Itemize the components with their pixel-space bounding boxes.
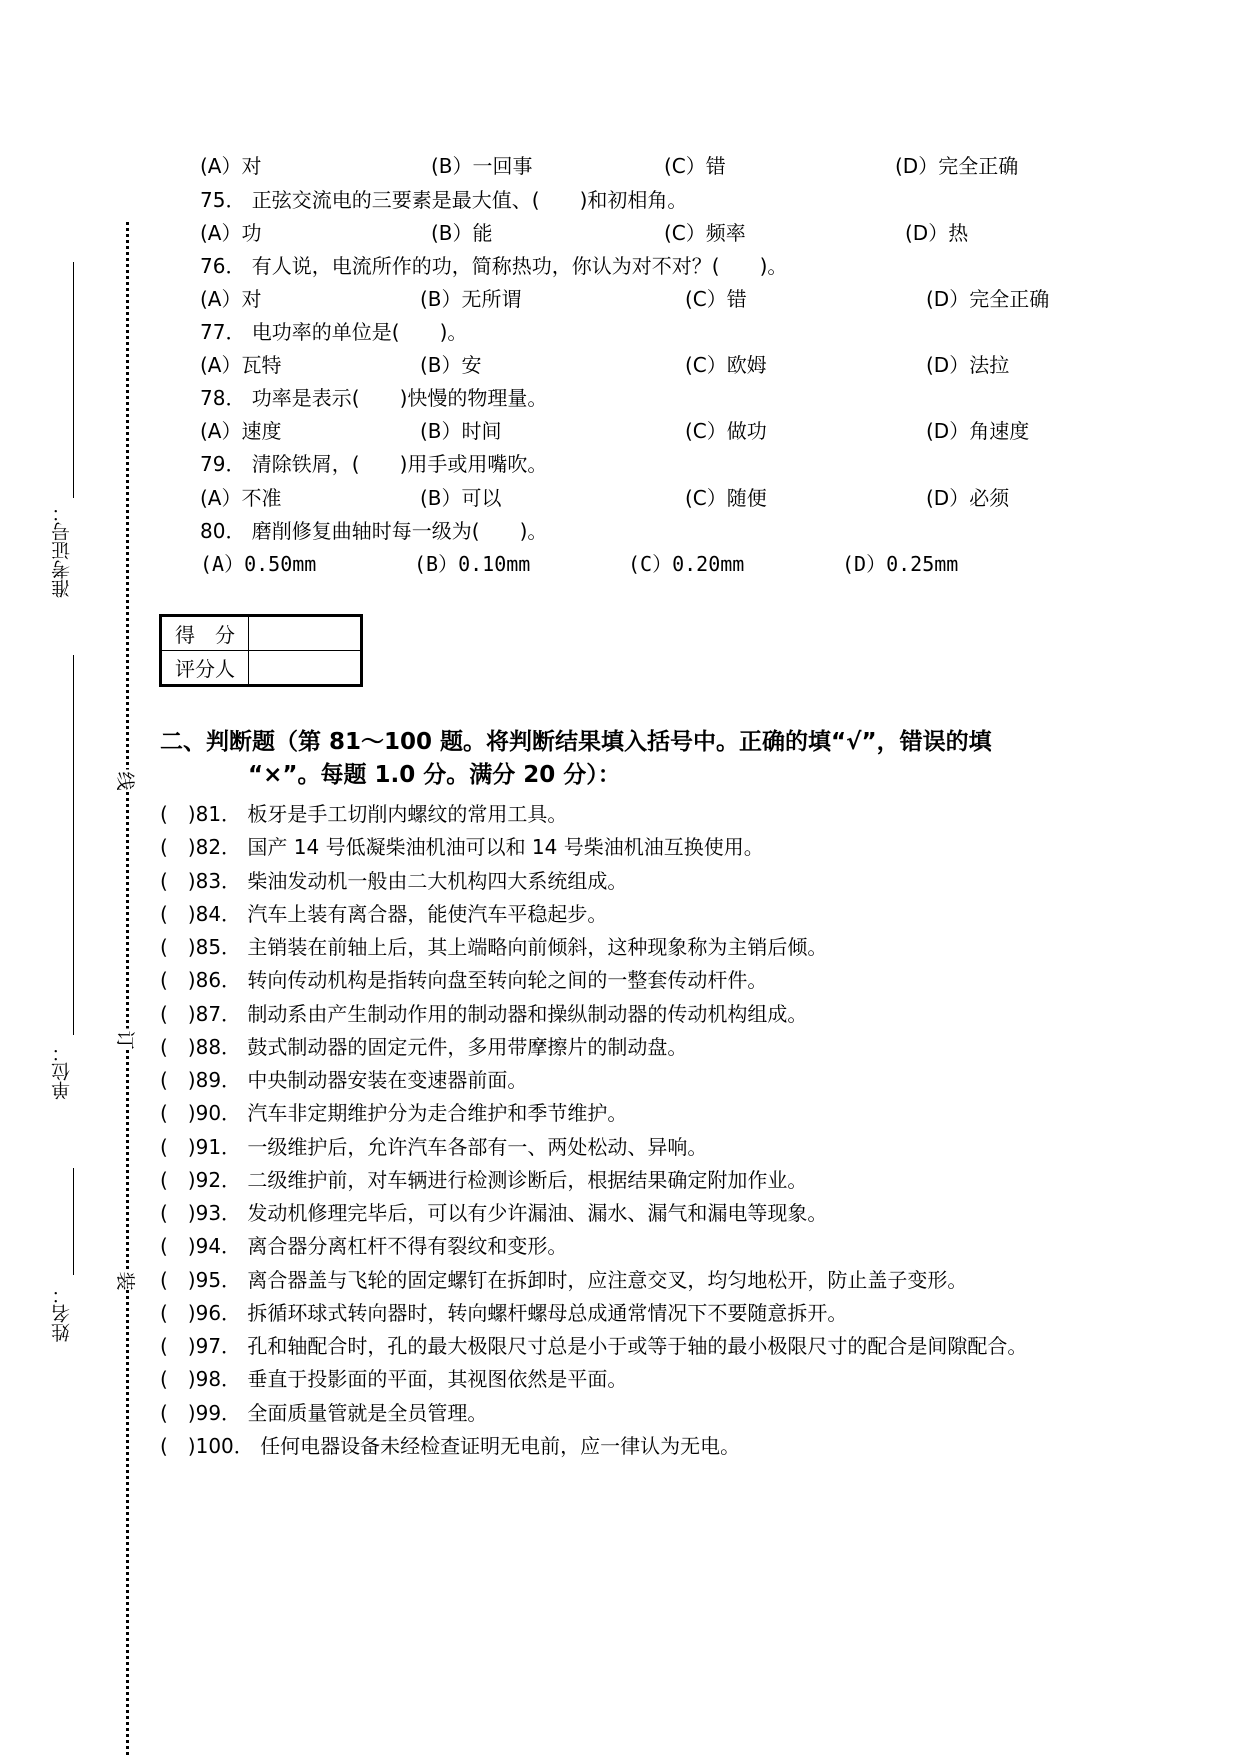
section-heading-line1: 二、判断题（第 81～100 题。将判断结果填入括号中。正确的填“√”，错误的填 (160, 729, 992, 755)
option-d: (D）0.25mm (842, 552, 959, 576)
option-c: (C）错 (664, 154, 726, 178)
option-d: (D）完全正确 (926, 287, 1050, 311)
option-b: (B）无所谓 (420, 287, 522, 311)
tf-item: ( )93． 发动机修理完毕后，可以有少许漏油、漏水、漏气和漏电等现象。 (160, 1201, 828, 1225)
exam-id-underline-bottom (73, 655, 74, 1035)
tf-item: ( )90． 汽车非定期维护分为走合维护和季节维护。 (160, 1101, 628, 1125)
bind-char-bind: 装 (116, 1268, 136, 1291)
option-d: (D）法拉 (926, 353, 1010, 377)
name-label: 姓名： (51, 1285, 73, 1342)
option-c: (C）随便 (685, 486, 767, 510)
tf-item: ( )97． 孔和轴配合时，孔的最大极限尺寸总是小于或等于轴的最小极限尺寸的配合是间隙配合。 (160, 1334, 1028, 1358)
option-a: (A）对 (200, 287, 262, 311)
option-c: (C）错 (685, 287, 747, 311)
option-a: (A）功 (200, 221, 262, 245)
tf-item: ( )82． 国产 14 号低凝柴油机油可以和 14 号柴油机油互换使用。 (160, 835, 764, 859)
tf-item: ( )86． 转向传动机构是指转向盘至转向轮之间的一整套传动杆件。 (160, 968, 768, 992)
tf-item: ( )88． 鼓式制动器的固定元件，多用带摩擦片的制动盘。 (160, 1035, 688, 1059)
score-cell (249, 616, 362, 651)
option-c: (C）做功 (685, 419, 767, 443)
tf-item: ( )91． 一级维护后，允许汽车各部有一、两处松动、异响。 (160, 1135, 708, 1159)
question-80: 80． 磨削修复曲轴时每一级为( )。 (200, 519, 548, 543)
option-a: (A）速度 (200, 419, 282, 443)
unit-label: 单位： (51, 1043, 73, 1100)
score-label: 得 分 (161, 616, 249, 651)
score-table (159, 614, 363, 687)
tf-item: ( )87． 制动系由产生制动作用的制动器和操纵制动器的传动机构组成。 (160, 1002, 808, 1026)
exam-id-label: 准考证号： (51, 503, 73, 598)
question-79: 79． 清除铁屑，( )用手或用嘴吹。 (200, 452, 548, 476)
exam-id-underline-top (73, 262, 74, 498)
option-a: (A）0.50mm (200, 552, 317, 576)
tf-item: ( )100． 任何电器设备未经检查证明无电前，应一律认为无电。 (160, 1434, 741, 1458)
question-76: 76． 有人说，电流所作的功，简称热功，你认为对不对？( )。 (200, 254, 788, 278)
grader-cell (249, 651, 362, 686)
question-78: 78． 功率是表示( )快慢的物理量。 (200, 386, 548, 410)
option-d: (D）完全正确 (895, 154, 1019, 178)
option-d: (D）必须 (926, 486, 1010, 510)
bind-char-staple: 订 (116, 1027, 136, 1050)
tf-item: ( )99． 全面质量管就是全员管理。 (160, 1401, 488, 1425)
option-a: (A）不准 (200, 486, 282, 510)
option-c: (C）欧姆 (685, 353, 767, 377)
tf-item: ( )85． 主销装在前轴上后，其上端略向前倾斜，这种现象称为主销后倾。 (160, 935, 828, 959)
tf-item: ( )83． 柴油发动机一般由二大机构四大系统组成。 (160, 869, 628, 893)
tf-item: ( )89． 中央制动器安装在变速器前面。 (160, 1068, 528, 1092)
option-a: (A）瓦特 (200, 353, 282, 377)
tf-item: ( )96． 拆循环球式转向器时，转向螺杆螺母总成通常情况下不要随意拆开。 (160, 1301, 848, 1325)
option-a: (A）对 (200, 154, 262, 178)
grader-label: 评分人 (161, 651, 249, 686)
option-d: (D）角速度 (926, 419, 1030, 443)
option-c: (C）0.20mm (628, 552, 745, 576)
tf-item: ( )95． 离合器盖与飞轮的固定螺钉在拆卸时，应注意交叉，均匀地松开，防止盖子变形。 (160, 1268, 968, 1292)
section-heading-line2: “×”。每题 1.0 分。满分 20 分）： (248, 762, 621, 788)
bind-char-line: 线 (116, 768, 136, 791)
binding-dotted-line (126, 222, 129, 1755)
tf-item: ( )98． 垂直于投影面的平面，其视图依然是平面。 (160, 1367, 628, 1391)
unit-underline (73, 1168, 74, 1275)
question-75: 75． 正弦交流电的三要素是最大值、( )和初相角。 (200, 188, 688, 212)
option-b: (B）安 (420, 353, 482, 377)
option-c: (C）频率 (664, 221, 746, 245)
option-b: (B）0.10mm (414, 552, 531, 576)
tf-item: ( )94． 离合器分离杠杆不得有裂纹和变形。 (160, 1234, 568, 1258)
option-b: (B）能 (431, 221, 493, 245)
option-b: (B）可以 (420, 486, 502, 510)
option-b: (B）时间 (420, 419, 502, 443)
question-77: 77． 电功率的单位是( )。 (200, 320, 468, 344)
tf-item: ( )84． 汽车上装有离合器，能使汽车平稳起步。 (160, 902, 608, 926)
option-d: (D）热 (905, 221, 969, 245)
tf-item: ( )92． 二级维护前，对车辆进行检测诊断后，根据结果确定附加作业。 (160, 1168, 808, 1192)
option-b: (B）一回事 (431, 154, 533, 178)
tf-item: ( )81． 板牙是手工切削内螺纹的常用工具。 (160, 802, 568, 826)
